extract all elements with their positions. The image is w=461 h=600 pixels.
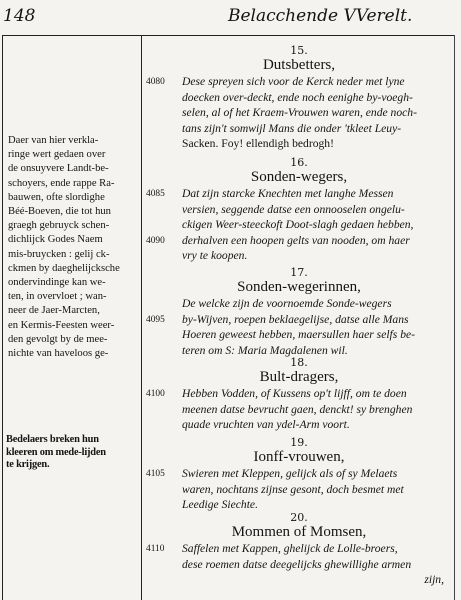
verse-text: zijn, xyxy=(424,573,444,587)
verse-text: derhalven een hoopen gelts van nooden, om haer xyxy=(182,233,410,247)
running-title: Belacchende VVerelt. xyxy=(228,6,413,26)
entry-number: 15. xyxy=(290,44,308,57)
entry-number: 17. xyxy=(290,266,308,279)
verse-line xyxy=(146,402,452,418)
verse-line xyxy=(146,74,452,90)
verse-text: doecken over-deckt, ende noch eenighe by-voegh- xyxy=(182,90,413,104)
margin-note-line: ringe wert gedaen over xyxy=(8,149,106,161)
entry-title: Bult-dragers, xyxy=(259,369,339,385)
column-divider-rule xyxy=(141,35,142,600)
entry-18 xyxy=(146,356,452,433)
entry-title: Sonden-wegerinnen, xyxy=(237,279,361,295)
verse-line xyxy=(146,327,452,343)
margin-note-line: bauwen, ofte slordighe xyxy=(8,191,105,203)
page-number: 148 xyxy=(3,6,36,26)
verse-text: dese roemen datse deegelijcks ghewillighe armen xyxy=(182,557,412,571)
entry-title: Sonden-wegers, xyxy=(250,169,348,185)
margin-note-line: schoyers, ende rappe Ra- xyxy=(8,177,115,189)
margin-note-line: graegh gebruyck schen- xyxy=(8,220,110,232)
margin-note-line: dichlijck Godes Naem xyxy=(8,234,103,246)
margin-note-line: ondervindinge kan we- xyxy=(8,277,106,289)
line-number: 4085 xyxy=(146,189,165,199)
entry-number: 16. xyxy=(290,156,308,169)
margin-note-line: ten, in overvloet ; wan- xyxy=(8,291,107,303)
verse-line xyxy=(146,541,452,557)
verse-line xyxy=(146,572,452,588)
verse-line xyxy=(146,186,452,202)
entry-title: Mommen of Momsen, xyxy=(231,524,367,540)
right-border-rule xyxy=(454,35,455,600)
margin-note-line: ckmen by daeghelijcksche xyxy=(8,262,120,274)
line-number: 4080 xyxy=(146,77,165,87)
entry-16 xyxy=(146,156,452,264)
verse-line xyxy=(146,136,452,152)
verse-text: Hebben Vodden, of Kussens op't lijff, om te doen xyxy=(182,387,407,400)
verse-text: by-Wijven, roepen beklaegelijse, datse alle Mans xyxy=(182,312,409,326)
verse-line xyxy=(146,90,452,106)
left-border-rule xyxy=(2,35,3,600)
verse-line xyxy=(146,386,452,402)
verse-text: tans zijn't somwijl Mans die onder 'tkleet Leuy- xyxy=(182,121,402,135)
margin-note-line: Daer van hier verkla- xyxy=(8,135,99,146)
verse-text: quade vruchten van ydel-Arm voort. xyxy=(182,418,350,432)
verse-line xyxy=(146,105,452,121)
verse-line xyxy=(146,296,452,312)
verse-text: Swieren met Kleppen, gelijck als of sy Melaets xyxy=(182,467,398,480)
line-number: 4095 xyxy=(146,314,165,325)
verse-line xyxy=(146,312,452,328)
line-number: 4100 xyxy=(146,389,165,399)
margin-note-line: en Kermis-Feesten weer- xyxy=(8,319,115,331)
verse-line xyxy=(146,202,452,218)
line-number: 4110 xyxy=(146,544,165,554)
verse-line xyxy=(146,557,452,573)
verse-text: selen, al of het Kraem-Vrouwen waren, ende noch- xyxy=(182,106,417,120)
verse-text: Dat zijn starcke Knechten met langhe Messen xyxy=(182,187,394,200)
entry-15 xyxy=(146,44,452,152)
entry-number: 19. xyxy=(290,436,308,449)
verse-text: Saffelen met Kappen, ghelijck de Lolle-broers, xyxy=(182,542,398,555)
verse-line xyxy=(146,417,452,433)
margin-note xyxy=(8,134,138,361)
margin-note-line: den gevolgt by de mee- xyxy=(8,333,108,345)
verse-line xyxy=(146,233,452,249)
blackletter-note-line: Bedelaers breken hun xyxy=(6,434,99,445)
entry-title: Ionff-vrouwen, xyxy=(253,449,345,465)
verse-text: Hoeren geweest hebben, maersullen haer selfs be- xyxy=(182,328,415,342)
margin-note-line: de onsuyvere Landt-be- xyxy=(8,163,109,175)
verse-line xyxy=(146,121,452,137)
verse-text: Dese spreyen sich voor de Kerck neder met lyne xyxy=(182,75,405,88)
verse-text: meenen datse bevrucht gaen, denckt! sy brenghen xyxy=(182,402,413,416)
verse-line xyxy=(146,482,452,498)
verse-text: vry te koopen. xyxy=(182,249,248,263)
verse-text: De welcke zijn de voornoemde Sonde-wegers xyxy=(182,297,392,310)
header-rule xyxy=(2,35,454,36)
entry-17 xyxy=(146,266,452,358)
verse-text: Sacken. Foy! ellendigh bedrogh! xyxy=(182,137,334,151)
margin-note-line: mis-bruycken : gelij ck- xyxy=(8,248,110,260)
verse-text: versien, seggende datse een onnooselen ongelu- xyxy=(182,202,405,216)
entry-title: Dutsbetters, xyxy=(262,57,336,73)
entry-20 xyxy=(146,511,452,588)
verse-line xyxy=(146,217,452,233)
margin-note-line: Béé-Boeven, die tot hun xyxy=(8,206,111,218)
blackletter-margin-note xyxy=(6,434,138,472)
verse-text: waren, nochtans zijnse gesont, doch besmet met xyxy=(182,482,404,496)
verse-line xyxy=(146,466,452,482)
margin-note-line: nichte van haveloos ge- xyxy=(8,348,109,360)
verse-line xyxy=(146,248,452,264)
page-header xyxy=(0,0,461,36)
entry-19 xyxy=(146,436,452,513)
verse-text: ckigen Weer-steeckoft Doot-slagh gedaen hebben, xyxy=(182,218,414,232)
verse-text: teren om S: Maria Magdalenen wil. xyxy=(182,343,348,357)
blackletter-note-line: te krijgen. xyxy=(6,459,50,471)
entry-number: 18. xyxy=(290,356,308,369)
verse-text: Leedige Siechte. xyxy=(182,498,258,512)
line-number: 4105 xyxy=(146,469,165,479)
entry-number: 20. xyxy=(290,511,308,524)
blackletter-note-line: kleeren om mede-lijden xyxy=(6,446,106,458)
line-number: 4090 xyxy=(146,235,165,246)
margin-note-line: neer de Jaer-Marcten, xyxy=(8,305,100,317)
